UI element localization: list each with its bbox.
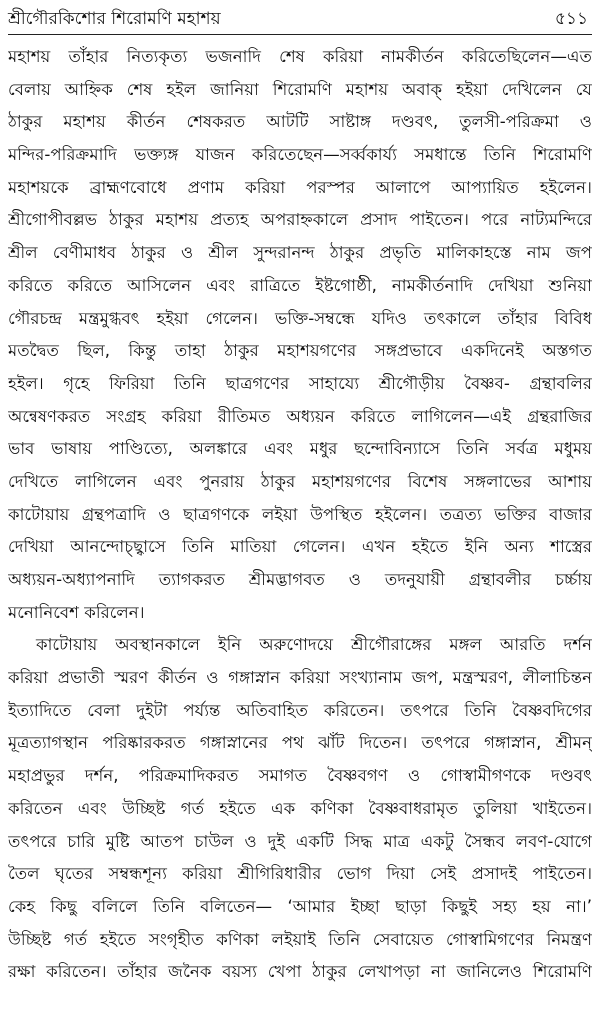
paragraph — [8, 629, 592, 989]
text-line: মন্দির-পরিক্রমাদি ভক্ত্যঙ্গ যাজন করিতেছেন—সর্ব্বকার্য্য সমধান্তে তিনি শিরোমণি — [8, 145, 592, 165]
running-header — [8, 4, 592, 35]
page-number: ৫১১ — [554, 9, 588, 29]
text-line: হইল। গৃহে ফিরিয়া তিনি ছাত্রগণের সাহায্যে শ্রীগৌড়ীয় বৈষ্ণব- গ্রন্থাবলির — [8, 373, 592, 393]
text-line: শ্রীগোপীবল্লভ ঠাকুর মহাশয় প্রত্যহ অপরাহ্নকালে প্রসাদ পাইতেন। পরে নাট্যমন্দিরে — [8, 210, 592, 230]
text-line: মহাশয়কে ব্রাহ্মণবোধে প্রণাম করিয়া পরস্পর আলাপে আপ্যায়িত হইলেন। — [8, 177, 592, 197]
text-line: গৌরচন্দ্র মন্ত্রমুগ্ধবৎ হইয়া গেলেন। ভক্তি-সম্বন্ধে যদিও তৎকালে তাঁহার বিবিধ — [8, 308, 592, 328]
text-line: শ্রীল বেণীমাধব ঠাকুর ও শ্রীল সুন্দরানন্দ ঠাকুর প্রভৃতি মালিকাহস্তে নাম জপ — [8, 243, 592, 263]
text-line: ভাব ভাষায় পাণ্ডিত্যে, অলঙ্কারে এবং মধুর ছন্দোবিন্যাসে তিনি সর্বত্র মধুময় — [8, 439, 592, 459]
text-line: করিতে করিতে আসিলেন এবং রাত্রিতে ইষ্টগোষ্ঠী, নামকীর্তনাদি দেখিয়া শুনিয়া — [8, 275, 592, 295]
body-text — [8, 41, 592, 989]
text-line: অন্বেষণকরত সংগ্রহ করিয়া রীতিমত অধ্যয়ন করিতে লাগিলেন—এই গ্রন্থরাজির — [8, 406, 592, 426]
text-line: বেলায় আহ্নিক শেষ হইল জানিয়া শিরোমণি মহাশয় অবাক্ হইয়া দেখিলেন যে — [8, 79, 592, 99]
text-line: তৎপরে চারি মুষ্টি আতপ চাউল ও দুই একটি সিদ্ধ মাত্র একটু সৈন্ধব লবণ-যোগে — [8, 831, 592, 851]
text-line: করিতেন এবং উচ্ছিষ্ট গর্ত হইতে এক কণিকা বৈষ্ণবাধরামৃত তুলিয়া খাইতেন। — [8, 798, 592, 818]
text-line: মনোনিবেশ করিলেন। — [8, 602, 145, 622]
running-title: শ্রীগৌরকিশোর শিরোমণি মহাশয় — [8, 9, 221, 29]
text-line: তৈল ঘৃতের সম্বন্ধশূন্য করিয়া শ্রীগিরিধারীর ভোগ দিয়া সেই প্রসাদই পাইতেন। — [8, 864, 592, 884]
text-line: ইত্যাদিতে বেলা দুইটা পর্য্যন্ত অতিবাহিত করিতেন। তৎপরে তিনি বৈষ্ণবদিগের — [8, 700, 592, 720]
text-line: করিয়া প্রভাতী স্মরণ কীর্তন ও গঙ্গাস্নান করিয়া সংখ্যানাম জপ, মন্ত্রস্মরণ, লীলাচিন্তন — [8, 668, 592, 688]
text-line: অধ্যয়ন-অধ্যাপনাদি ত্যাগকরত শ্রীমদ্ভাগবত ও তদনুযায়ী গ্রন্থাবলীর চর্চ্চায় — [8, 570, 592, 589]
text-line: দেখিতে লাগিলেন এবং পুনরায় ঠাকুর মহাশয়গণের বিশেষ সঙ্গলাভের আশায় — [8, 471, 592, 491]
text-line: দেখিয়া আনন্দোচ্ছ্বাসে তিনি মাতিয়া গেলেন। এখন হইতে ইনি অন্য শাস্ত্রের — [8, 537, 592, 557]
text-line: মহাশয় তাঁহার নিত্যকৃত্য ভজনাদি শেষ করিয়া নামকীর্তন করিতেছিলেন—এত — [8, 47, 592, 66]
text-line: রক্ষা করিতেন। তাঁহার জনৈক বয়স্য খেপা ঠাকুর লেখাপড়া না জানিলেও শিরোমণি — [8, 962, 592, 982]
text-line: ঠাকুর মহাশয় কীর্তন শেষকরত আটটি সাষ্টাঙ্গ দণ্ডবৎ, তুলসী-পরিক্রমা ও — [8, 112, 592, 132]
text-line: উচ্ছিষ্ট গর্ত হইতে সংগৃহীত কণিকা লইয়াই তিনি সেবায়েত গোস্বামিগণের নিমন্ত্রণ — [8, 929, 592, 949]
paragraph — [8, 41, 592, 629]
text-line: কাটোয়ায় গ্রন্থপত্রাদি ও ছাত্রগণকে লইয়া উপস্থিত হইলেন। তত্রত্য ভক্তির বাজার — [8, 504, 592, 524]
text-line: কাটোয়ায় অবস্থানকালে ইনি অরুণোদয়ে শ্রীগৌরাঙ্গের মঙ্গল আরতি দর্শন — [36, 635, 592, 655]
text-line: মূত্রত্যাগস্থান পরিষ্কারকরত গঙ্গাস্নানের পথ ঝাঁট দিতেন। তৎপরে গঙ্গাস্নান, শ্রীমন্ — [8, 733, 592, 753]
text-line: কেহ কিছু বলিলে তিনি বলিতেন— ‘আমার ইচ্ছা ছাড়া কিছুই সহ্য হয় না।’ — [8, 896, 592, 916]
text-line: মতদ্বৈত ছিল, কিন্তু তাহা ঠাকুর মহাশয়গণের সঙ্গপ্রভাবে একদিনেই অস্তগত — [8, 341, 592, 361]
text-line: মহাপ্রভুর দর্শন, পরিক্রমাদিকরত সমাগত বৈষ্ণবগণ ও গোস্বামীগণকে দণ্ডবৎ — [8, 766, 592, 786]
